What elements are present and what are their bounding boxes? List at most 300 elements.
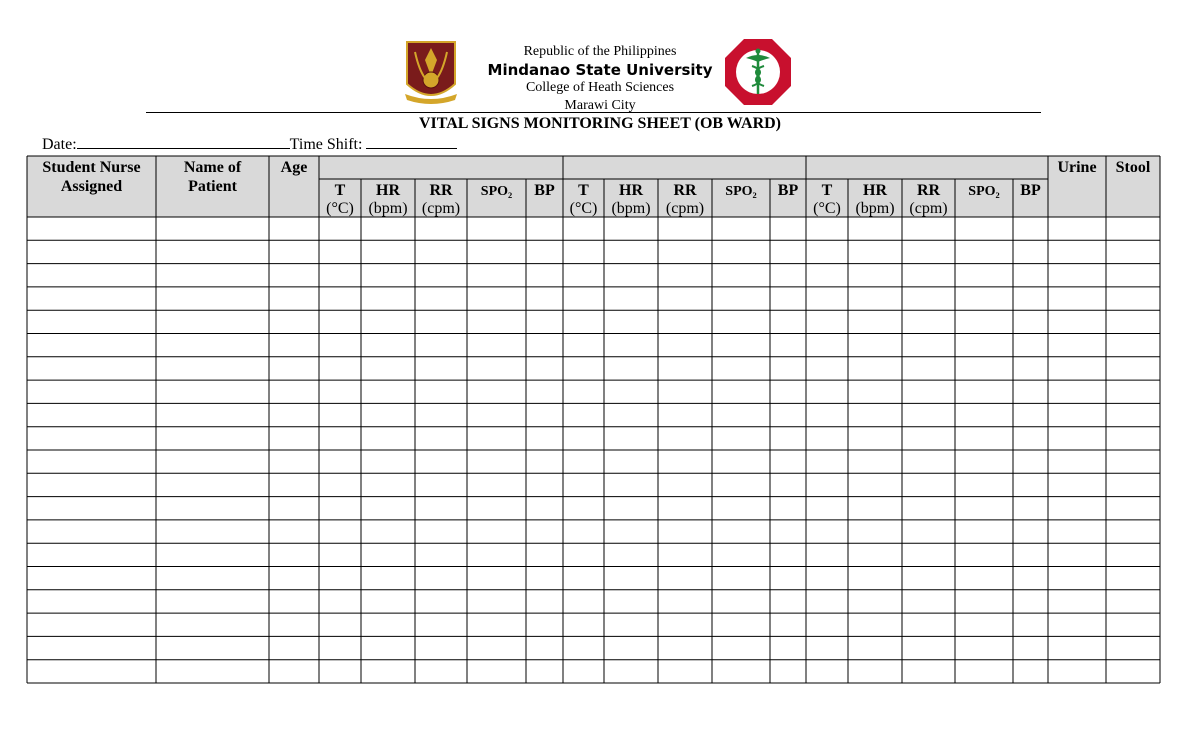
table-cell[interactable] — [659, 241, 712, 263]
table-cell[interactable] — [605, 544, 658, 566]
table-cell[interactable] — [713, 474, 770, 496]
table-cell[interactable] — [28, 590, 156, 612]
table-cell[interactable] — [1014, 357, 1048, 379]
table-cell[interactable] — [956, 357, 1013, 379]
table-cell[interactable] — [157, 264, 269, 286]
table-cell[interactable] — [1014, 451, 1048, 473]
table-cell[interactable] — [157, 637, 269, 659]
table-cell[interactable] — [605, 264, 658, 286]
table-cell[interactable] — [28, 567, 156, 589]
table-cell[interactable] — [605, 637, 658, 659]
table-cell[interactable] — [956, 544, 1013, 566]
table-cell[interactable] — [28, 544, 156, 566]
table-cell[interactable] — [1014, 520, 1048, 542]
table-cell[interactable] — [416, 241, 467, 263]
table-cell[interactable] — [713, 520, 770, 542]
table-cell[interactable] — [1014, 427, 1048, 449]
table-cell[interactable] — [659, 264, 712, 286]
table-cell[interactable] — [1014, 334, 1048, 356]
table-cell[interactable] — [849, 334, 902, 356]
table-cell[interactable] — [713, 404, 770, 426]
table-cell[interactable] — [1107, 567, 1160, 589]
table-cell[interactable] — [771, 660, 806, 682]
table-cell[interactable] — [468, 614, 526, 636]
table-cell[interactable] — [956, 474, 1013, 496]
table-cell[interactable] — [270, 218, 319, 240]
table-cell[interactable] — [713, 334, 770, 356]
table-cell[interactable] — [605, 218, 658, 240]
table-cell[interactable] — [320, 451, 361, 473]
table-cell[interactable] — [849, 427, 902, 449]
table-cell[interactable] — [659, 660, 712, 682]
table-cell[interactable] — [903, 474, 955, 496]
table-cell[interactable] — [564, 614, 604, 636]
table-cell[interactable] — [416, 404, 467, 426]
table-cell[interactable] — [771, 334, 806, 356]
table-cell[interactable] — [1049, 660, 1106, 682]
table-cell[interactable] — [771, 497, 806, 519]
table-cell[interactable] — [903, 381, 955, 403]
table-cell[interactable] — [713, 287, 770, 309]
table-cell[interactable] — [468, 287, 526, 309]
table-cell[interactable] — [527, 614, 563, 636]
table-cell[interactable] — [1014, 614, 1048, 636]
table-cell[interactable] — [605, 474, 658, 496]
table-cell[interactable] — [527, 474, 563, 496]
table-cell[interactable] — [564, 567, 604, 589]
table-cell[interactable] — [270, 474, 319, 496]
table-cell[interactable] — [362, 637, 415, 659]
table-cell[interactable] — [157, 451, 269, 473]
table-cell[interactable] — [771, 614, 806, 636]
table-cell[interactable] — [468, 497, 526, 519]
table-cell[interactable] — [903, 497, 955, 519]
table-cell[interactable] — [468, 427, 526, 449]
table-cell[interactable] — [28, 357, 156, 379]
table-cell[interactable] — [771, 287, 806, 309]
table-cell[interactable] — [468, 241, 526, 263]
table-cell[interactable] — [416, 637, 467, 659]
table-cell[interactable] — [713, 567, 770, 589]
table-cell[interactable] — [605, 614, 658, 636]
table-cell[interactable] — [270, 637, 319, 659]
table-cell[interactable] — [1014, 590, 1048, 612]
table-cell[interactable] — [1014, 311, 1048, 333]
table-cell[interactable] — [157, 311, 269, 333]
table-cell[interactable] — [903, 264, 955, 286]
table-cell[interactable] — [564, 590, 604, 612]
table-cell[interactable] — [771, 451, 806, 473]
table-cell[interactable] — [605, 334, 658, 356]
table-cell[interactable] — [659, 590, 712, 612]
table-cell[interactable] — [416, 474, 467, 496]
table-cell[interactable] — [416, 311, 467, 333]
table-cell[interactable] — [956, 637, 1013, 659]
table-cell[interactable] — [605, 427, 658, 449]
table-cell[interactable] — [903, 614, 955, 636]
table-cell[interactable] — [362, 590, 415, 612]
table-cell[interactable] — [713, 614, 770, 636]
table-cell[interactable] — [527, 660, 563, 682]
table-cell[interactable] — [807, 590, 848, 612]
table-cell[interactable] — [903, 520, 955, 542]
table-cell[interactable] — [849, 567, 902, 589]
table-cell[interactable] — [956, 381, 1013, 403]
table-cell[interactable] — [320, 404, 361, 426]
table-cell[interactable] — [1107, 427, 1160, 449]
table-cell[interactable] — [1107, 520, 1160, 542]
table-cell[interactable] — [807, 544, 848, 566]
table-cell[interactable] — [1014, 241, 1048, 263]
table-cell[interactable] — [849, 497, 902, 519]
table-cell[interactable] — [468, 637, 526, 659]
table-cell[interactable] — [28, 287, 156, 309]
table-cell[interactable] — [1107, 311, 1160, 333]
table-cell[interactable] — [564, 520, 604, 542]
table-cell[interactable] — [1014, 637, 1048, 659]
table-cell[interactable] — [1014, 264, 1048, 286]
table-cell[interactable] — [849, 357, 902, 379]
table-cell[interactable] — [270, 334, 319, 356]
table-cell[interactable] — [28, 660, 156, 682]
table-cell[interactable] — [771, 264, 806, 286]
table-cell[interactable] — [771, 381, 806, 403]
table-cell[interactable] — [1049, 427, 1106, 449]
table-cell[interactable] — [605, 381, 658, 403]
table-cell[interactable] — [807, 357, 848, 379]
table-cell[interactable] — [362, 567, 415, 589]
table-cell[interactable] — [564, 544, 604, 566]
table-cell[interactable] — [527, 637, 563, 659]
table-cell[interactable] — [771, 427, 806, 449]
table-cell[interactable] — [956, 311, 1013, 333]
table-cell[interactable] — [564, 311, 604, 333]
table-cell[interactable] — [28, 381, 156, 403]
table-cell[interactable] — [320, 381, 361, 403]
table-cell[interactable] — [659, 357, 712, 379]
table-cell[interactable] — [659, 287, 712, 309]
table-cell[interactable] — [771, 311, 806, 333]
table-cell[interactable] — [416, 567, 467, 589]
table-cell[interactable] — [956, 427, 1013, 449]
table-cell[interactable] — [1014, 287, 1048, 309]
table-cell[interactable] — [527, 334, 563, 356]
table-cell[interactable] — [1049, 311, 1106, 333]
table-cell[interactable] — [659, 218, 712, 240]
table-cell[interactable] — [1107, 660, 1160, 682]
table-cell[interactable] — [320, 218, 361, 240]
table-cell[interactable] — [416, 590, 467, 612]
table-cell[interactable] — [362, 264, 415, 286]
table-cell[interactable] — [771, 544, 806, 566]
table-cell[interactable] — [849, 287, 902, 309]
table-cell[interactable] — [28, 637, 156, 659]
table-cell[interactable] — [270, 404, 319, 426]
table-cell[interactable] — [713, 381, 770, 403]
table-cell[interactable] — [362, 311, 415, 333]
table-cell[interactable] — [468, 590, 526, 612]
table-cell[interactable] — [771, 357, 806, 379]
table-cell[interactable] — [527, 311, 563, 333]
table-cell[interactable] — [1014, 497, 1048, 519]
table-cell[interactable] — [1049, 520, 1106, 542]
table-cell[interactable] — [320, 497, 361, 519]
table-cell[interactable] — [362, 241, 415, 263]
table-cell[interactable] — [468, 451, 526, 473]
table-cell[interactable] — [320, 614, 361, 636]
table-cell[interactable] — [564, 660, 604, 682]
table-cell[interactable] — [1107, 264, 1160, 286]
table-cell[interactable] — [157, 614, 269, 636]
table-cell[interactable] — [807, 218, 848, 240]
table-cell[interactable] — [605, 660, 658, 682]
table-cell[interactable] — [807, 264, 848, 286]
table-cell[interactable] — [157, 427, 269, 449]
table-cell[interactable] — [1049, 451, 1106, 473]
table-cell[interactable] — [157, 660, 269, 682]
table-cell[interactable] — [1107, 590, 1160, 612]
table-cell[interactable] — [320, 357, 361, 379]
table-cell[interactable] — [659, 404, 712, 426]
table-cell[interactable] — [270, 241, 319, 263]
table-cell[interactable] — [416, 520, 467, 542]
table-cell[interactable] — [157, 334, 269, 356]
table-cell[interactable] — [849, 520, 902, 542]
table-cell[interactable] — [1107, 357, 1160, 379]
table-cell[interactable] — [771, 567, 806, 589]
table-cell[interactable] — [320, 264, 361, 286]
table-cell[interactable] — [270, 497, 319, 519]
table-cell[interactable] — [468, 218, 526, 240]
table-cell[interactable] — [320, 544, 361, 566]
table-cell[interactable] — [320, 567, 361, 589]
table-cell[interactable] — [157, 241, 269, 263]
table-cell[interactable] — [1049, 264, 1106, 286]
table-cell[interactable] — [157, 218, 269, 240]
table-cell[interactable] — [28, 241, 156, 263]
table-cell[interactable] — [956, 614, 1013, 636]
table-cell[interactable] — [713, 660, 770, 682]
table-cell[interactable] — [1107, 614, 1160, 636]
table-cell[interactable] — [903, 357, 955, 379]
table-cell[interactable] — [1107, 544, 1160, 566]
table-cell[interactable] — [903, 287, 955, 309]
table-cell[interactable] — [1107, 381, 1160, 403]
table-cell[interactable] — [270, 311, 319, 333]
table-cell[interactable] — [527, 381, 563, 403]
table-cell[interactable] — [362, 334, 415, 356]
table-cell[interactable] — [605, 590, 658, 612]
table-cell[interactable] — [28, 334, 156, 356]
table-cell[interactable] — [564, 427, 604, 449]
table-cell[interactable] — [1107, 287, 1160, 309]
table-cell[interactable] — [659, 427, 712, 449]
table-cell[interactable] — [157, 497, 269, 519]
table-cell[interactable] — [28, 614, 156, 636]
table-cell[interactable] — [28, 264, 156, 286]
table-cell[interactable] — [659, 567, 712, 589]
table-cell[interactable] — [1014, 544, 1048, 566]
table-cell[interactable] — [362, 381, 415, 403]
table-cell[interactable] — [713, 427, 770, 449]
table-cell[interactable] — [771, 404, 806, 426]
table-cell[interactable] — [362, 451, 415, 473]
table-cell[interactable] — [605, 287, 658, 309]
table-cell[interactable] — [956, 451, 1013, 473]
table-cell[interactable] — [605, 241, 658, 263]
table-cell[interactable] — [468, 660, 526, 682]
table-cell[interactable] — [849, 614, 902, 636]
table-cell[interactable] — [320, 474, 361, 496]
table-cell[interactable] — [564, 287, 604, 309]
table-cell[interactable] — [771, 520, 806, 542]
table-cell[interactable] — [849, 241, 902, 263]
table-cell[interactable] — [320, 590, 361, 612]
table-cell[interactable] — [605, 497, 658, 519]
table-cell[interactable] — [849, 660, 902, 682]
table-cell[interactable] — [362, 474, 415, 496]
table-cell[interactable] — [1107, 497, 1160, 519]
table-cell[interactable] — [157, 520, 269, 542]
table-cell[interactable] — [28, 218, 156, 240]
table-cell[interactable] — [468, 567, 526, 589]
table-cell[interactable] — [157, 381, 269, 403]
table-cell[interactable] — [270, 520, 319, 542]
table-cell[interactable] — [270, 614, 319, 636]
table-cell[interactable] — [416, 660, 467, 682]
table-cell[interactable] — [362, 287, 415, 309]
table-cell[interactable] — [713, 544, 770, 566]
table-cell[interactable] — [157, 544, 269, 566]
table-cell[interactable] — [903, 427, 955, 449]
table-cell[interactable] — [468, 544, 526, 566]
table-cell[interactable] — [1049, 614, 1106, 636]
table-cell[interactable] — [956, 497, 1013, 519]
table-cell[interactable] — [157, 590, 269, 612]
table-cell[interactable] — [903, 404, 955, 426]
table-cell[interactable] — [713, 264, 770, 286]
table-cell[interactable] — [1107, 451, 1160, 473]
table-cell[interactable] — [771, 218, 806, 240]
table-cell[interactable] — [270, 451, 319, 473]
table-cell[interactable] — [771, 241, 806, 263]
table-cell[interactable] — [1014, 381, 1048, 403]
table-cell[interactable] — [807, 311, 848, 333]
table-cell[interactable] — [270, 590, 319, 612]
table-cell[interactable] — [807, 637, 848, 659]
table-cell[interactable] — [362, 614, 415, 636]
table-cell[interactable] — [807, 451, 848, 473]
table-cell[interactable] — [564, 381, 604, 403]
table-cell[interactable] — [713, 451, 770, 473]
table-cell[interactable] — [605, 567, 658, 589]
table-cell[interactable] — [28, 497, 156, 519]
table-cell[interactable] — [849, 637, 902, 659]
table-cell[interactable] — [849, 590, 902, 612]
table-cell[interactable] — [807, 660, 848, 682]
table-cell[interactable] — [362, 520, 415, 542]
table-cell[interactable] — [956, 567, 1013, 589]
table-cell[interactable] — [416, 381, 467, 403]
table-cell[interactable] — [320, 287, 361, 309]
table-cell[interactable] — [270, 427, 319, 449]
table-cell[interactable] — [903, 544, 955, 566]
table-cell[interactable] — [713, 241, 770, 263]
table-cell[interactable] — [270, 660, 319, 682]
table-cell[interactable] — [903, 590, 955, 612]
table-cell[interactable] — [320, 311, 361, 333]
table-cell[interactable] — [807, 404, 848, 426]
table-cell[interactable] — [903, 637, 955, 659]
table-cell[interactable] — [1049, 544, 1106, 566]
table-cell[interactable] — [157, 474, 269, 496]
table-cell[interactable] — [659, 520, 712, 542]
table-cell[interactable] — [807, 241, 848, 263]
table-cell[interactable] — [771, 637, 806, 659]
table-cell[interactable] — [713, 218, 770, 240]
table-cell[interactable] — [362, 404, 415, 426]
table-cell[interactable] — [605, 520, 658, 542]
table-cell[interactable] — [849, 381, 902, 403]
table-cell[interactable] — [564, 357, 604, 379]
table-cell[interactable] — [527, 287, 563, 309]
table-cell[interactable] — [956, 218, 1013, 240]
table-cell[interactable] — [320, 660, 361, 682]
table-cell[interactable] — [28, 451, 156, 473]
table-cell[interactable] — [659, 497, 712, 519]
table-cell[interactable] — [771, 590, 806, 612]
table-cell[interactable] — [564, 404, 604, 426]
table-cell[interactable] — [605, 451, 658, 473]
table-cell[interactable] — [903, 241, 955, 263]
table-cell[interactable] — [527, 451, 563, 473]
table-cell[interactable] — [416, 427, 467, 449]
table-cell[interactable] — [564, 497, 604, 519]
table-cell[interactable] — [320, 427, 361, 449]
table-cell[interactable] — [362, 218, 415, 240]
table-cell[interactable] — [28, 427, 156, 449]
table-cell[interactable] — [468, 357, 526, 379]
table-cell[interactable] — [956, 287, 1013, 309]
table-cell[interactable] — [1049, 637, 1106, 659]
table-cell[interactable] — [956, 590, 1013, 612]
table-cell[interactable] — [416, 544, 467, 566]
table-cell[interactable] — [468, 334, 526, 356]
table-cell[interactable] — [659, 544, 712, 566]
table-cell[interactable] — [659, 451, 712, 473]
table-cell[interactable] — [956, 334, 1013, 356]
table-cell[interactable] — [527, 218, 563, 240]
table-cell[interactable] — [362, 427, 415, 449]
table-cell[interactable] — [956, 404, 1013, 426]
table-cell[interactable] — [903, 567, 955, 589]
table-cell[interactable] — [416, 451, 467, 473]
table-cell[interactable] — [807, 381, 848, 403]
table-cell[interactable] — [807, 567, 848, 589]
table-cell[interactable] — [659, 381, 712, 403]
table-cell[interactable] — [270, 544, 319, 566]
table-cell[interactable] — [362, 544, 415, 566]
table-cell[interactable] — [564, 334, 604, 356]
table-cell[interactable] — [659, 311, 712, 333]
table-cell[interactable] — [1049, 357, 1106, 379]
table-cell[interactable] — [659, 614, 712, 636]
table-cell[interactable] — [564, 451, 604, 473]
table-cell[interactable] — [1107, 637, 1160, 659]
table-cell[interactable] — [713, 637, 770, 659]
table-cell[interactable] — [270, 287, 319, 309]
table-cell[interactable] — [956, 520, 1013, 542]
